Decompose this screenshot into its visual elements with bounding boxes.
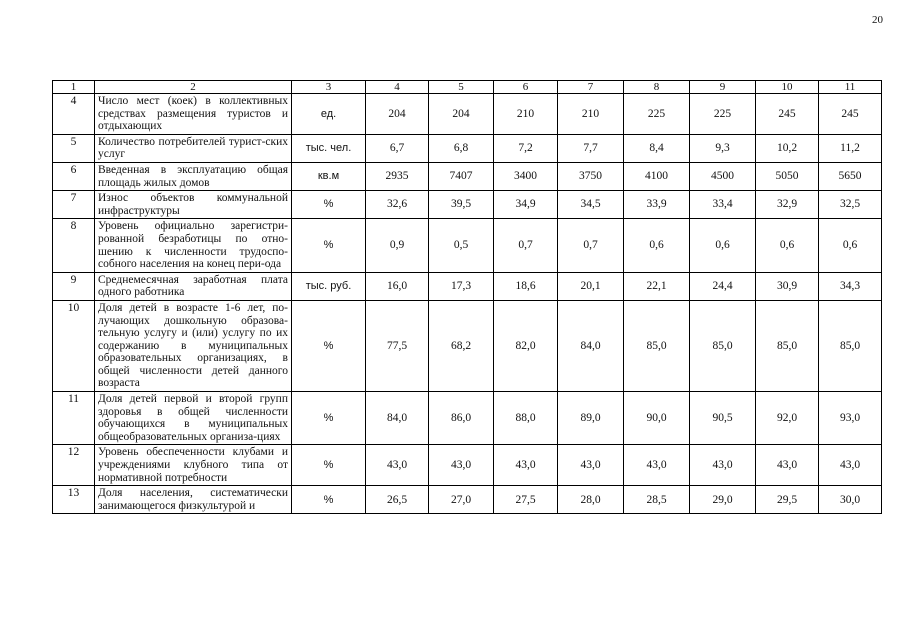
- value-cell: 6,7: [366, 134, 429, 162]
- value-cell: 210: [558, 94, 624, 135]
- unit-cell: %: [292, 392, 366, 445]
- value-cell: 28,5: [624, 486, 690, 514]
- value-cell: 28,0: [558, 486, 624, 514]
- row-number-cell: 8: [53, 219, 95, 272]
- value-cell: 0,9: [366, 219, 429, 272]
- value-cell: 68,2: [429, 300, 494, 391]
- table-row: [53, 162, 882, 190]
- value-cell: 29,5: [756, 486, 819, 514]
- value-cell: 32,5: [819, 191, 882, 219]
- indicator-name-cell: Доля детей в возрасте 1-6 лет, по-лучающих дошкольную образова-тельную услугу и (или) услугу по их содержанию в муниципальных образовательных организациях, в общей численности детей данного возраста: [95, 300, 292, 391]
- value-cell: 34,5: [558, 191, 624, 219]
- row-number-cell: 9: [53, 272, 95, 300]
- value-cell: 17,3: [429, 272, 494, 300]
- value-cell: 225: [690, 94, 756, 135]
- value-cell: 4500: [690, 162, 756, 190]
- value-cell: 39,5: [429, 191, 494, 219]
- value-cell: 5650: [819, 162, 882, 190]
- column-header: 7: [558, 81, 624, 94]
- value-cell: 43,0: [429, 445, 494, 486]
- value-cell: 43,0: [558, 445, 624, 486]
- value-cell: 0,7: [494, 219, 558, 272]
- row-number-cell: 5: [53, 134, 95, 162]
- column-header: 9: [690, 81, 756, 94]
- indicator-name-cell: Уровень обеспеченности клубами и учреждениями клубного типа от нормативной потребности: [95, 445, 292, 486]
- value-cell: 29,0: [690, 486, 756, 514]
- value-cell: 27,0: [429, 486, 494, 514]
- value-cell: 6,8: [429, 134, 494, 162]
- value-cell: 77,5: [366, 300, 429, 391]
- value-cell: 84,0: [558, 300, 624, 391]
- table-row: [53, 272, 882, 300]
- row-number-cell: 12: [53, 445, 95, 486]
- value-cell: 43,0: [756, 445, 819, 486]
- value-cell: 7,2: [494, 134, 558, 162]
- value-cell: 27,5: [494, 486, 558, 514]
- column-header: 8: [624, 81, 690, 94]
- indicator-name-cell: Износ объектов коммунальной инфраструктуры: [95, 191, 292, 219]
- value-cell: 8,4: [624, 134, 690, 162]
- value-cell: 34,9: [494, 191, 558, 219]
- indicator-name-cell: Число мест (коек) в коллективных средствах размещения туристов и отдыхающих: [95, 94, 292, 135]
- indicator-name-cell: Введенная в эксплуатацию общая площадь жилых домов: [95, 162, 292, 190]
- value-cell: 204: [429, 94, 494, 135]
- value-cell: 43,0: [624, 445, 690, 486]
- value-cell: 43,0: [690, 445, 756, 486]
- value-cell: 2935: [366, 162, 429, 190]
- column-header: 10: [756, 81, 819, 94]
- table-row: [53, 191, 882, 219]
- indicator-name-cell: Доля детей первой и второй групп здоровья в общей численности обучающихся в муниципальных общеобразовательных организа-циях: [95, 392, 292, 445]
- value-cell: 32,9: [756, 191, 819, 219]
- row-number-cell: 6: [53, 162, 95, 190]
- value-cell: 90,5: [690, 392, 756, 445]
- value-cell: 22,1: [624, 272, 690, 300]
- value-cell: 85,0: [756, 300, 819, 391]
- value-cell: 0,7: [558, 219, 624, 272]
- table-row: [53, 300, 882, 391]
- value-cell: 86,0: [429, 392, 494, 445]
- value-cell: 11,2: [819, 134, 882, 162]
- column-header: 3: [292, 81, 366, 94]
- value-cell: 85,0: [819, 300, 882, 391]
- value-cell: 26,5: [366, 486, 429, 514]
- value-cell: 32,6: [366, 191, 429, 219]
- value-cell: 43,0: [494, 445, 558, 486]
- indicators-table: [52, 80, 882, 514]
- value-cell: 34,3: [819, 272, 882, 300]
- value-cell: 93,0: [819, 392, 882, 445]
- value-cell: 0,5: [429, 219, 494, 272]
- unit-cell: %: [292, 486, 366, 514]
- value-cell: 9,3: [690, 134, 756, 162]
- row-number-cell: 4: [53, 94, 95, 135]
- row-number-cell: 7: [53, 191, 95, 219]
- value-cell: 85,0: [624, 300, 690, 391]
- value-cell: 89,0: [558, 392, 624, 445]
- value-cell: 245: [819, 94, 882, 135]
- value-cell: 20,1: [558, 272, 624, 300]
- value-cell: 245: [756, 94, 819, 135]
- row-number-cell: 13: [53, 486, 95, 514]
- table-header-row: [53, 81, 882, 94]
- value-cell: 30,0: [819, 486, 882, 514]
- value-cell: 7407: [429, 162, 494, 190]
- value-cell: 210: [494, 94, 558, 135]
- column-header: 5: [429, 81, 494, 94]
- column-header: 6: [494, 81, 558, 94]
- value-cell: 85,0: [690, 300, 756, 391]
- value-cell: 43,0: [819, 445, 882, 486]
- indicator-name-cell: Количество потребителей турист-ских услуг: [95, 134, 292, 162]
- value-cell: 204: [366, 94, 429, 135]
- unit-cell: %: [292, 300, 366, 391]
- column-header: 1: [53, 81, 95, 94]
- value-cell: 0,6: [624, 219, 690, 272]
- unit-cell: %: [292, 219, 366, 272]
- unit-cell: %: [292, 445, 366, 486]
- value-cell: 0,6: [756, 219, 819, 272]
- value-cell: 88,0: [494, 392, 558, 445]
- table-row: [53, 486, 882, 514]
- indicator-name-cell: Среднемесячная заработная плата одного работника: [95, 272, 292, 300]
- value-cell: 4100: [624, 162, 690, 190]
- unit-cell: %: [292, 191, 366, 219]
- column-header: 2: [95, 81, 292, 94]
- value-cell: 0,6: [690, 219, 756, 272]
- value-cell: 33,9: [624, 191, 690, 219]
- unit-cell: тыс. руб.: [292, 272, 366, 300]
- row-number-cell: 11: [53, 392, 95, 445]
- value-cell: 30,9: [756, 272, 819, 300]
- value-cell: 3750: [558, 162, 624, 190]
- value-cell: 84,0: [366, 392, 429, 445]
- value-cell: 92,0: [756, 392, 819, 445]
- table-row: [53, 392, 882, 445]
- column-header: 11: [819, 81, 882, 94]
- table-row: [53, 219, 882, 272]
- table-row: [53, 134, 882, 162]
- unit-cell: ед.: [292, 94, 366, 135]
- page-number: 20: [872, 14, 883, 26]
- value-cell: 90,0: [624, 392, 690, 445]
- value-cell: 7,7: [558, 134, 624, 162]
- value-cell: 225: [624, 94, 690, 135]
- table-row: [53, 94, 882, 135]
- value-cell: 24,4: [690, 272, 756, 300]
- column-header: 4: [366, 81, 429, 94]
- unit-cell: тыс. чел.: [292, 134, 366, 162]
- row-number-cell: 10: [53, 300, 95, 391]
- table-row: [53, 445, 882, 486]
- value-cell: 0,6: [819, 219, 882, 272]
- value-cell: 33,4: [690, 191, 756, 219]
- value-cell: 5050: [756, 162, 819, 190]
- indicator-name-cell: Доля населения, систематически занимающегося физкультурой и: [95, 486, 292, 514]
- value-cell: 10,2: [756, 134, 819, 162]
- value-cell: 18,6: [494, 272, 558, 300]
- unit-cell: кв.м: [292, 162, 366, 190]
- value-cell: 82,0: [494, 300, 558, 391]
- value-cell: 3400: [494, 162, 558, 190]
- value-cell: 16,0: [366, 272, 429, 300]
- indicator-name-cell: Уровень официально зарегистри-рованной безработицы по отно-шению к численности трудоспо-собного населения на конец пери-ода: [95, 219, 292, 272]
- value-cell: 43,0: [366, 445, 429, 486]
